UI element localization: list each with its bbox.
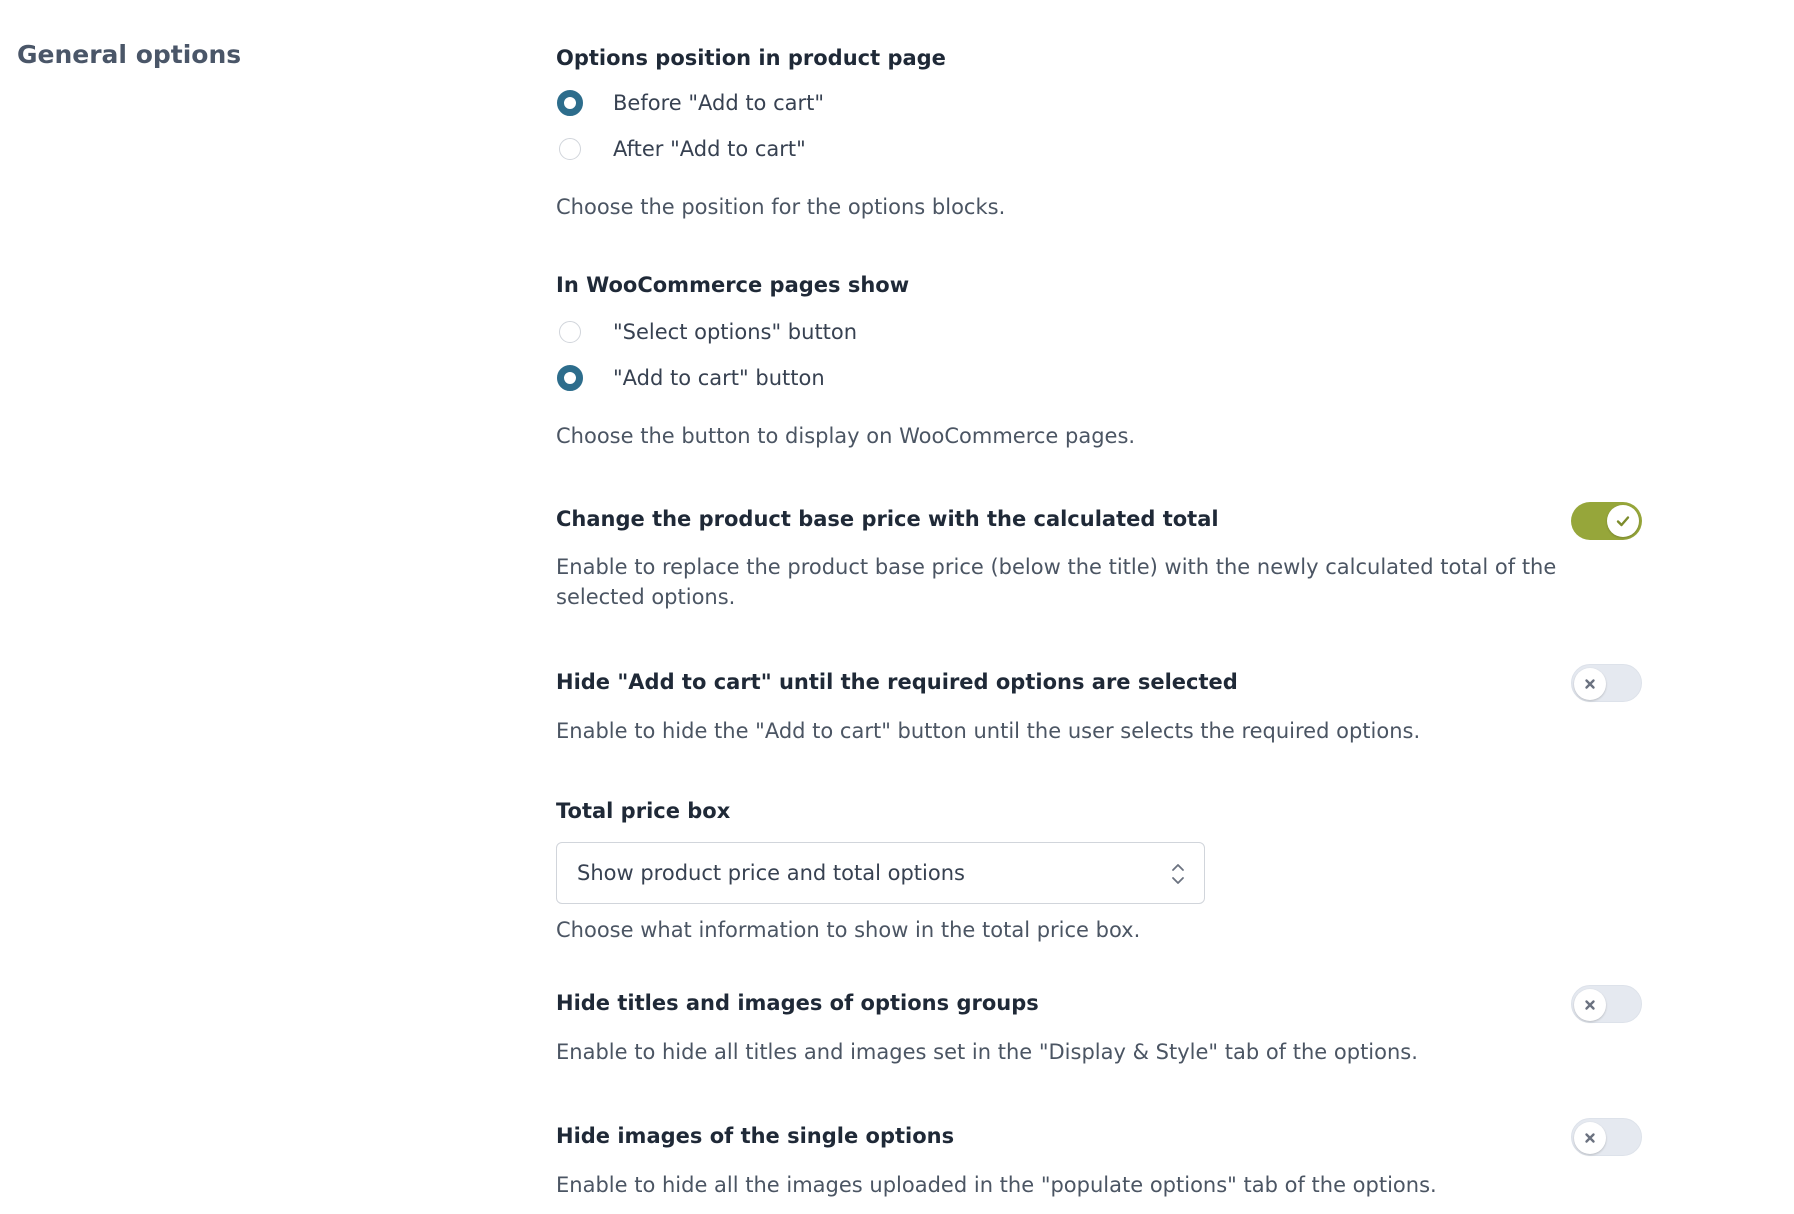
close-icon [1583, 1131, 1597, 1145]
hide-titles-images-description: Enable to hide all titles and images set in the "Display & Style" tab of the options. [556, 1040, 1418, 1064]
chevron-up-down-icon [1170, 860, 1186, 888]
select-value: Show product price and total options [577, 861, 965, 885]
radio-before-add-to-cart[interactable] [559, 89, 825, 117]
hide-titles-images-label: Hide titles and images of options groups [556, 991, 1039, 1015]
section-title: General options [17, 40, 242, 69]
hide-single-images-description: Enable to hide all the images uploaded in the "populate options" tab of the options. [556, 1173, 1437, 1197]
total-price-box-select[interactable] [556, 842, 1205, 904]
toggle-knob [1574, 989, 1606, 1021]
woocommerce-pages-label: In WooCommerce pages show [556, 273, 910, 297]
close-icon [1583, 677, 1597, 691]
hide-titles-images-toggle[interactable] [1571, 985, 1642, 1023]
radio-after-add-to-cart[interactable] [559, 135, 806, 163]
radio-add-to-cart-button[interactable] [559, 364, 825, 392]
total-price-box-label: Total price box [556, 799, 731, 823]
options-position-label: Options position in product page [556, 46, 946, 70]
hide-add-to-cart-label: Hide "Add to cart" until the required options are selected [556, 670, 1238, 694]
change-base-price-toggle[interactable] [1571, 502, 1642, 540]
toggle-knob [1574, 668, 1606, 700]
toggle-knob [1607, 505, 1639, 537]
hide-single-images-label: Hide images of the single options [556, 1124, 955, 1148]
close-icon [1583, 998, 1597, 1012]
radio-unchecked-icon[interactable] [559, 321, 581, 343]
radio-label[interactable]: Before "Add to cart" [613, 91, 825, 115]
woocommerce-pages-description: Choose the button to display on WooCommerce pages. [556, 424, 1136, 448]
check-icon [1615, 513, 1631, 529]
hide-add-to-cart-toggle[interactable] [1571, 664, 1642, 702]
options-position-description: Choose the position for the options blocks. [556, 195, 1006, 219]
total-price-box-description: Choose what information to show in the total price box. [556, 918, 1141, 942]
radio-label[interactable]: After "Add to cart" [613, 137, 806, 161]
hide-add-to-cart-description: Enable to hide the "Add to cart" button until the user selects the required options. [556, 719, 1421, 743]
radio-checked-icon[interactable] [557, 90, 583, 116]
toggle-knob [1574, 1122, 1606, 1154]
radio-label[interactable]: "Add to cart" button [613, 366, 825, 390]
radio-label[interactable]: "Select options" button [613, 320, 858, 344]
radio-unchecked-icon[interactable] [559, 138, 581, 160]
change-base-price-description: Enable to replace the product base price (below the title) with the newly calculated total of the selected options. [556, 555, 1557, 609]
hide-single-images-toggle[interactable] [1571, 1118, 1642, 1156]
change-base-price-label: Change the product base price with the calculated total [556, 507, 1219, 531]
radio-select-options-button[interactable] [559, 318, 858, 346]
radio-checked-icon[interactable] [557, 365, 583, 391]
